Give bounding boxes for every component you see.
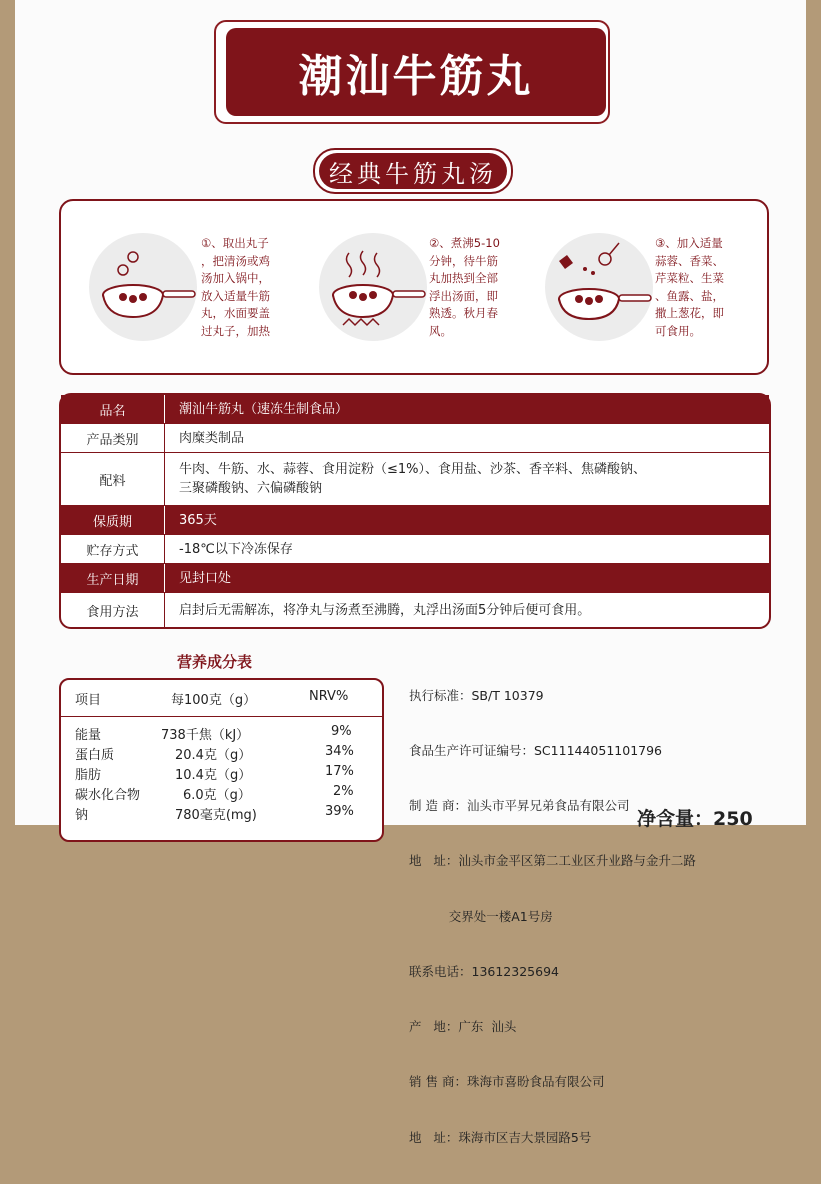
- info-value: 潮汕牛筋丸（速冻生制食品）: [179, 401, 349, 417]
- nutrient-amount: 10.4克（g）: [175, 768, 252, 783]
- origin-line: 产 地：广东 汕头: [409, 1019, 517, 1035]
- info-value: 365天: [179, 512, 217, 528]
- step1-text: ①、取出丸子 ，把清汤或鸡 汤加入锅中， 放入适量牛筋 丸，水面要盖 过丸子，加热: [201, 236, 270, 338]
- cooking-steps: [59, 199, 769, 375]
- step2-illustration: [319, 233, 427, 341]
- nutrient-nrv: 2%: [333, 784, 354, 799]
- seasoning-pot-icon: [545, 233, 653, 341]
- manufacturer-info: [409, 650, 696, 1184]
- boiling-pot-icon: [319, 233, 427, 341]
- nutrient-amount: 6.0克（g）: [183, 788, 251, 803]
- manufacturer-line: 制 造 商：汕头市平昇兄弟食品有限公司: [409, 798, 630, 814]
- info-row-usage: [61, 592, 769, 627]
- nutrient-name: 蛋白质: [75, 748, 115, 763]
- info-key: 贮存方式: [61, 535, 165, 563]
- address-line-cont: 交界处一楼A1号房: [409, 908, 553, 924]
- info-key: 食用方法: [61, 593, 165, 627]
- net-weight: 净含量：250: [637, 808, 753, 830]
- nutrition-header-per100g: 每100克（g）: [171, 693, 257, 708]
- info-value: 肉糜类制品: [179, 430, 245, 446]
- nutrition-table: [59, 678, 384, 842]
- step1-illustration: [89, 233, 197, 341]
- seller-line: 销 售 商：珠海市喜盼食品有限公司: [409, 1074, 605, 1090]
- nutrient-name: 能量: [75, 728, 102, 743]
- nutrient-amount: 20.4克（g）: [175, 748, 252, 763]
- nutrient-amount: 780毫克(mg): [175, 808, 257, 823]
- info-value: 启封后无需解冻，将净丸与汤煮至沸腾，丸浮出汤面5分钟后便可食用。: [179, 602, 591, 618]
- product-title: 潮汕牛筋丸: [226, 28, 606, 116]
- license-line: 食品生产许可证编号：SC11144051101796: [409, 743, 663, 759]
- nutrition-header-item: 项目: [75, 693, 102, 708]
- step3-illustration: [545, 233, 653, 341]
- nutrient-nrv: 9%: [331, 724, 352, 739]
- seller-address-line: 地 址：珠海市区吉大景园路5号: [409, 1129, 592, 1145]
- nutrition-header-nrv: NRV%: [309, 689, 349, 704]
- phone-line: 联系电话：13612325694: [409, 963, 559, 979]
- step3-text: ③、加入适量 蒜蓉、香菜、 芹菜粒、生菜 、鱼露、盐， 撒上葱花，即 可食用。: [655, 236, 724, 338]
- info-row-category: [61, 423, 769, 452]
- info-value: 牛肉、牛筋、水、蒜蓉、食用淀粉（≤1%）、食用盐、沙茶、香辛料、焦磷酸钠、 三聚磷酸钠、六偏磷酸钠: [179, 462, 647, 496]
- info-value: 见封口处: [179, 570, 232, 586]
- nutrition-title: 营养成分表: [177, 653, 253, 671]
- info-row-storage: [61, 534, 769, 563]
- info-row-production-date: [61, 563, 769, 592]
- nutrient-amount: 738千焦（kJ）: [161, 728, 250, 743]
- subtitle-pill: [313, 148, 513, 194]
- nutrient-name: 钠: [75, 808, 89, 823]
- nutrient-nrv: 39%: [325, 804, 354, 819]
- info-value: -18℃以下冷冻保存: [179, 541, 293, 557]
- nutrition-header: [61, 680, 382, 717]
- info-key: 产品类别: [61, 424, 165, 452]
- info-key: 配料: [61, 453, 165, 505]
- product-label: [15, 0, 806, 1145]
- nutrient-nrv: 34%: [325, 744, 354, 759]
- info-row-name: [61, 395, 769, 423]
- step2-text: ②、煮沸5-10 分钟，待牛筋 丸加热到全部 浮出汤面，即 熟透。秋月春 风。: [429, 236, 500, 338]
- nutrient-nrv: 17%: [325, 764, 354, 779]
- pot-with-balls-icon: [89, 233, 197, 341]
- info-row-shelf-life: [61, 505, 769, 534]
- subtitle-text: 经典牛筋丸汤: [319, 153, 507, 189]
- info-key: 品名: [61, 395, 165, 423]
- info-key: 保质期: [61, 506, 165, 534]
- nutrient-name: 脂肪: [75, 768, 102, 783]
- info-row-ingredients: [61, 452, 769, 505]
- info-key: 生产日期: [61, 564, 165, 592]
- nutrient-name: 碳水化合物: [75, 788, 141, 803]
- standard-line: 执行标准：SB/T 10379: [409, 687, 544, 703]
- address-line: 地 址：汕头市金平区第二工业区升业路与金升二路: [409, 853, 696, 869]
- product-info-table: [59, 393, 771, 629]
